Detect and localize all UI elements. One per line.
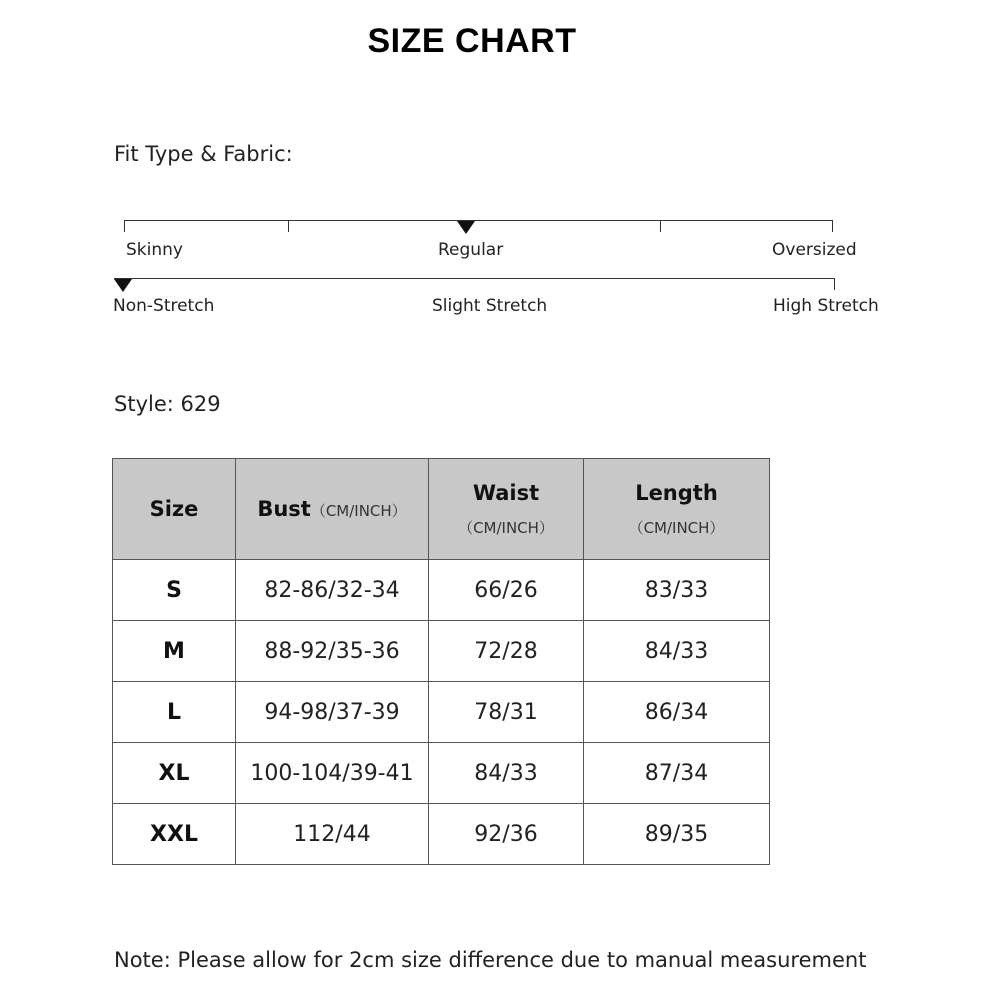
stretch-label-slight-stretch: Slight Stretch <box>432 296 548 316</box>
table-row <box>113 682 770 743</box>
stretch-scale-line <box>114 278 835 279</box>
length-cell: 87/34 <box>584 743 770 804</box>
waist-cell: 72/28 <box>429 621 584 682</box>
length-cell: 84/33 <box>584 621 770 682</box>
fit-scale-tick <box>660 220 661 232</box>
page-title: SIZE CHART <box>367 22 577 60</box>
stretch-label-non-stretch: Non-Stretch <box>113 296 215 316</box>
style-number: Style: 629 <box>114 392 221 416</box>
waist-cell: 92/36 <box>429 804 584 865</box>
waist-cell: 78/31 <box>429 682 584 743</box>
header-length-label: Length <box>635 480 718 505</box>
size-cell: M <box>113 621 236 682</box>
stretch-scale-tick <box>834 278 835 290</box>
header-bust <box>236 459 429 560</box>
bust-cell: 100-104/39-41 <box>236 743 429 804</box>
fit-selected-marker-icon <box>457 221 475 234</box>
table-row <box>113 560 770 621</box>
size-table <box>112 458 770 865</box>
size-cell: L <box>113 682 236 743</box>
fit-scale-tick <box>288 220 289 232</box>
fit-label-skinny: Skinny <box>126 240 183 260</box>
table-row <box>113 804 770 865</box>
header-waist <box>429 459 584 560</box>
header-size <box>113 459 236 560</box>
waist-cell: 66/26 <box>429 560 584 621</box>
stretch-selected-marker-icon <box>114 279 132 292</box>
table-row <box>113 743 770 804</box>
bust-cell: 112/44 <box>236 804 429 865</box>
bust-cell: 94-98/37-39 <box>236 682 429 743</box>
header-size-label: Size <box>149 497 199 521</box>
fit-scale-tick <box>124 220 125 232</box>
waist-cell: 84/33 <box>429 743 584 804</box>
bust-cell: 88-92/35-36 <box>236 621 429 682</box>
header-bust-unit: （CM/INCH） <box>310 502 407 520</box>
measurement-note: Note: Please allow for 2cm size difference due to manual measurement <box>114 948 867 972</box>
header-length <box>584 459 770 560</box>
size-cell: XXL <box>113 804 236 865</box>
length-cell: 86/34 <box>584 682 770 743</box>
header-length-unit: （CM/INCH） <box>628 518 725 537</box>
bust-cell: 82-86/32-34 <box>236 560 429 621</box>
length-cell: 83/33 <box>584 560 770 621</box>
fit-scale-tick <box>832 220 833 232</box>
fit-type-heading: Fit Type & Fabric: <box>114 142 293 166</box>
header-bust-label: Bust <box>257 497 311 521</box>
length-cell: 89/35 <box>584 804 770 865</box>
table-header-row <box>113 459 770 560</box>
fit-label-oversized: Oversized <box>772 240 857 260</box>
fit-scale-line <box>124 220 833 221</box>
header-waist-label: Waist <box>472 480 540 505</box>
size-cell: XL <box>113 743 236 804</box>
fit-label-regular: Regular <box>438 240 504 260</box>
header-waist-unit: （CM/INCH） <box>458 518 554 537</box>
stretch-label-high-stretch: High Stretch <box>773 296 879 316</box>
table-row <box>113 621 770 682</box>
size-cell: S <box>113 560 236 621</box>
